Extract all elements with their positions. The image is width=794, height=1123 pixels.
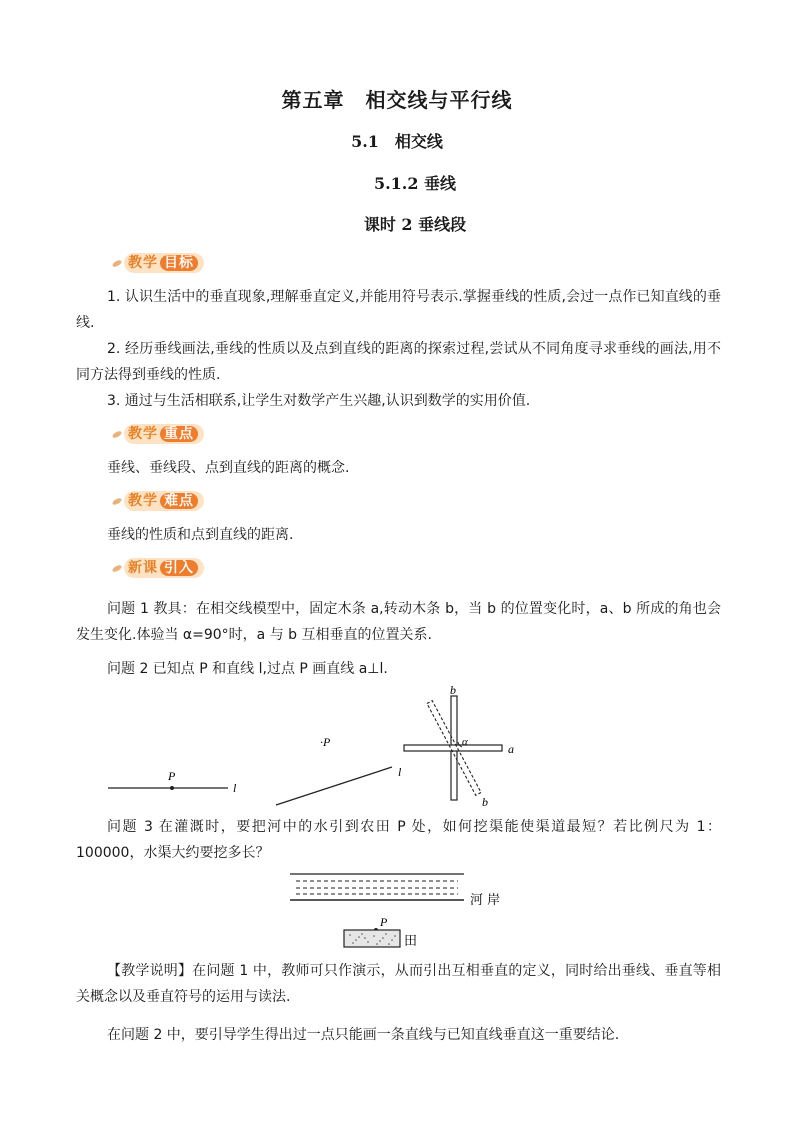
- tag-label: 教学 难点: [124, 491, 204, 511]
- lesson-title: 课时 2 垂线段: [363, 215, 467, 234]
- teaching-note-2: 在问题 2 中，要引导学生得出过一点只能画一条直线与已知直线垂直这一重要结论.: [107, 1027, 620, 1043]
- teaching-note: 【教学说明】在问题 1 中，教师可只作演示，从而引出互相垂直的定义，同时给出垂线、垂直等相关概念以及垂直符号的运用与读法.: [76, 963, 721, 1005]
- tag-teaching-goals: [112, 252, 204, 274]
- question-2: 问题 2 已知点 P 和直线 l,过点 P 画直线 a⊥l.: [107, 661, 388, 677]
- section-title: 5.1 相交线: [351, 132, 443, 151]
- label-a: a: [508, 742, 514, 756]
- perpendicular-figure: [100, 684, 540, 812]
- label-alpha: α: [462, 736, 468, 748]
- point-P-on-line: [170, 786, 174, 790]
- label-P-on-line: P: [168, 769, 176, 783]
- label-field: 田: [404, 934, 418, 949]
- line-l-oblique: [276, 767, 392, 805]
- field-rect: [344, 930, 400, 947]
- question-3: 问题 3 在灌溉时，要把河中的水引到农田 P 处，如何挖渠能使渠道最短？若比例尺为 1：100000，水渠大约要挖多长？: [76, 819, 721, 861]
- goal-item-2: 2. 经历垂线画法,垂线的性质以及点到直线的距离的探索过程,尝试从不同角度寻求垂线的画法,用不同方法得到垂线的性质.: [76, 341, 721, 383]
- tag-label: 教学 重点: [124, 424, 204, 444]
- label-riverbank: 河 岸: [470, 893, 501, 908]
- label-l-left: l: [233, 781, 237, 795]
- leaf-icon: [111, 496, 122, 505]
- label-P-external: ·P: [320, 735, 331, 749]
- tag-label: 教学 目标: [124, 253, 204, 273]
- leaf-icon: [111, 429, 122, 438]
- chapter-title: 第五章 相交线与平行线: [281, 88, 513, 112]
- question-1: 问题 1 教具：在相交线模型中，固定木条 a,转动木条 b，当 b 的位置变化时，a、b 所成的角也会发生变化.体验当 α=90°时，a 与 b 互相垂直的位置关系.: [76, 601, 721, 643]
- leaf-icon: [111, 563, 122, 572]
- tag-new-lesson-intro: [112, 557, 204, 579]
- leaf-icon: [111, 258, 122, 267]
- goal-item-3: 3. 通过与生活相联系,让学生对数学产生兴趣,认识到数学的实用价值.: [107, 393, 531, 409]
- difficulty-text: 垂线的性质和点到直线的距离.: [107, 527, 294, 543]
- strip-a: [404, 745, 502, 751]
- subsection-title: 5.1.2 垂线: [373, 174, 457, 193]
- label-b-bottom: b: [482, 795, 488, 809]
- tag-teaching-focus: [112, 423, 204, 445]
- label-l-oblique: l: [398, 765, 402, 779]
- tag-label: 新课 引入: [124, 558, 204, 578]
- focus-text: 垂线、垂线段、点到直线的距离的概念.: [107, 460, 350, 476]
- river-field-figure: [288, 870, 513, 952]
- label-b-top: b: [450, 684, 456, 697]
- tag-teaching-difficulty: [112, 490, 204, 512]
- goal-item-1: 1. 认识生活中的垂直现象,理解垂直定义,并能用符号表示.掌握垂线的性质,会过一点作已知直线的垂线.: [76, 289, 721, 331]
- label-P-field: P: [380, 915, 388, 929]
